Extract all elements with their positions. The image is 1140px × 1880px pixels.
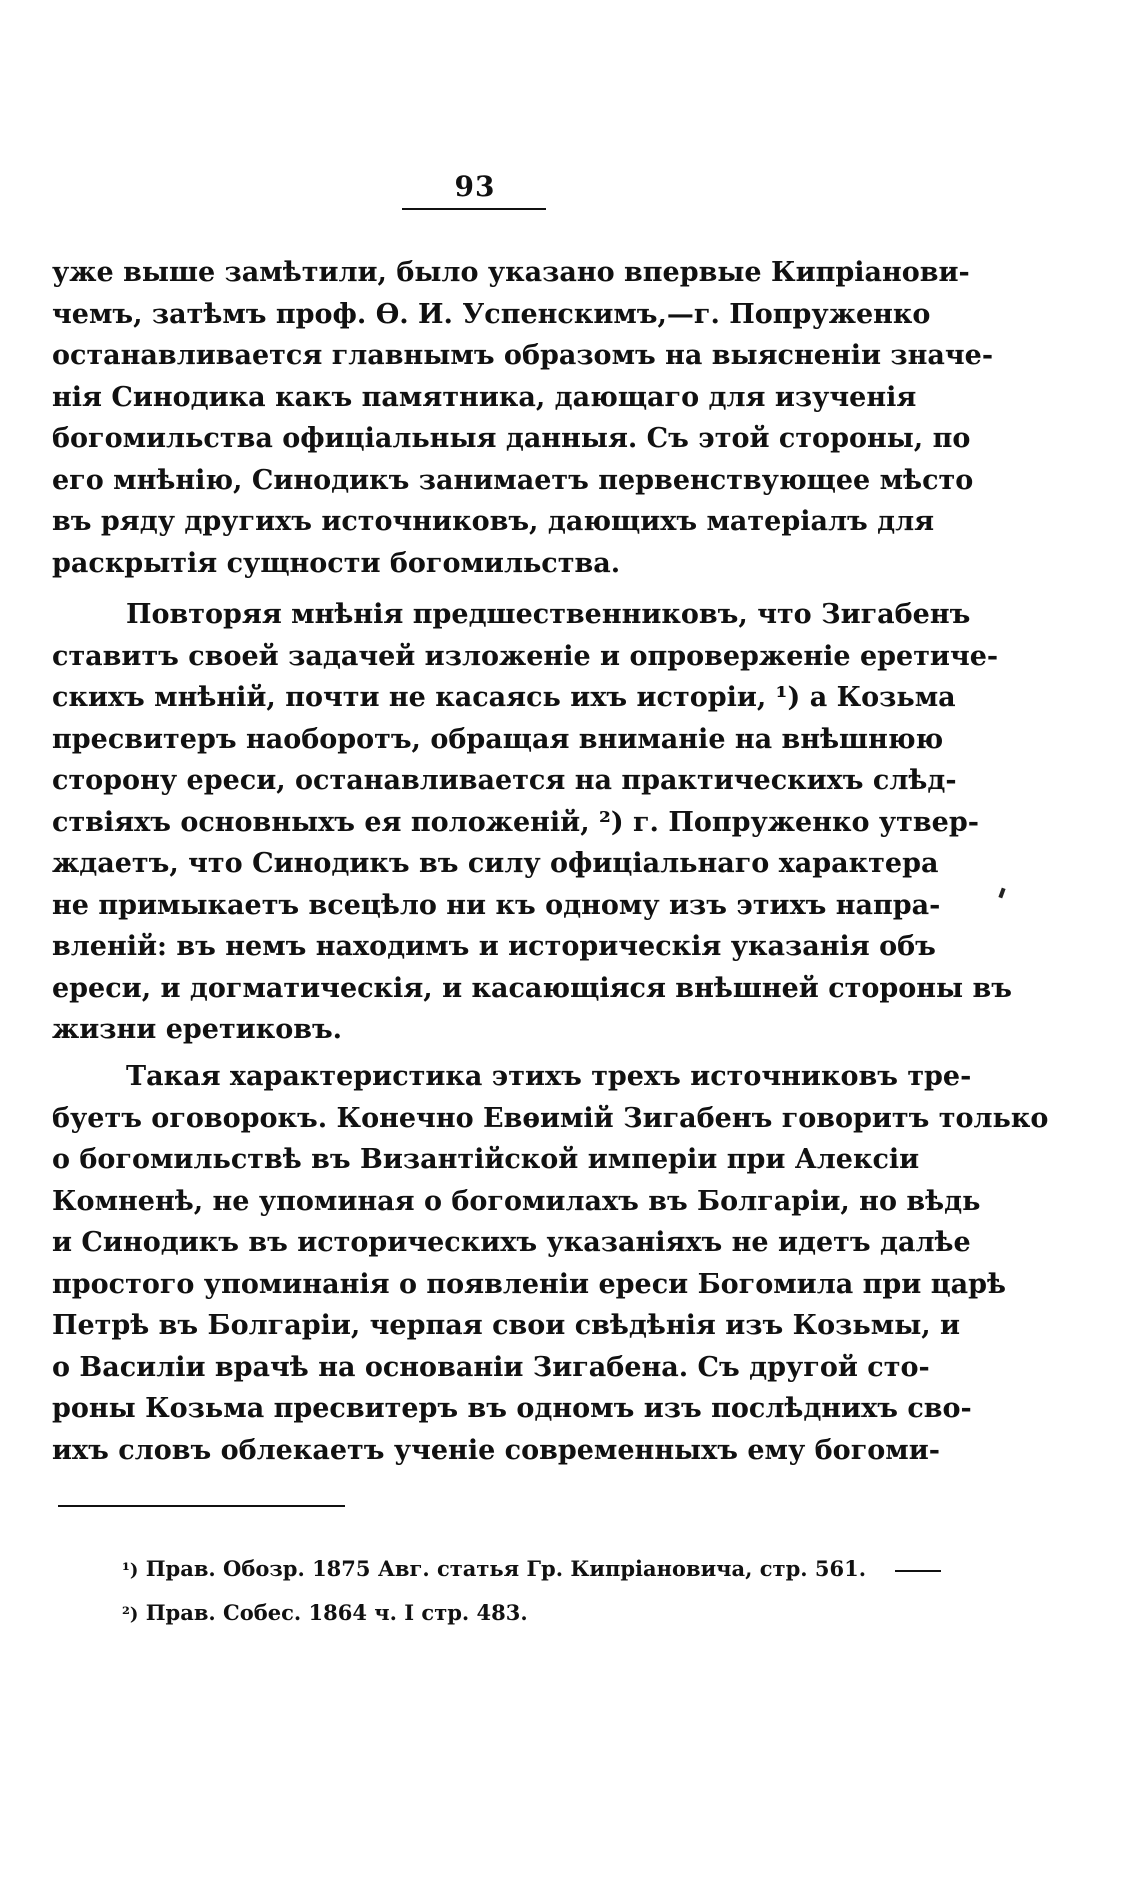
text-line: не примыкаетъ всецѣло ни къ одному изъ этихъ напра-	[52, 889, 941, 921]
text-line: Повторяя мнѣнія предшественниковъ, что Зигабенъ	[126, 599, 971, 630]
paragraph-2	[52, 594, 1012, 1051]
text-line: богомильства офиціальныя данныя. Съ этой стороны, по	[52, 423, 971, 454]
paragraph-3	[52, 1056, 1049, 1471]
text-line: и Синодикъ въ историческихъ указаніяхъ не идетъ далѣе	[52, 1227, 971, 1258]
text-line: ихъ словъ облекаетъ ученіе современныхъ ему богоми-	[52, 1434, 940, 1466]
text-line: скихъ мнѣній, почти не касаясь ихъ исторіи, ¹) а Козьма	[52, 682, 956, 713]
text-line: пресвитеръ наоборотъ, обращая вниманіе на внѣшнюю	[52, 723, 944, 755]
page-number-rule	[402, 208, 546, 210]
text-line: сторону ереси, останавливается на практическихъ слѣд-	[52, 765, 957, 796]
footnote-trail-rule	[895, 1570, 941, 1572]
text-line: буетъ оговорокъ. Конечно Евѳимій Зигабенъ говоритъ только	[52, 1102, 1049, 1134]
footnote-text: Прав. Обозр. 1875 Авг. статья Гр. Кипріановича, стр. 561.	[145, 1556, 867, 1581]
text-line: Такая характеристика этихъ трехъ источниковъ тре-	[126, 1061, 972, 1092]
footnotes	[122, 1547, 912, 1635]
text-line: Комненѣ, не упоминая о богомилахъ въ Болгаріи, но вѣдь	[52, 1185, 981, 1217]
text-line: ждаетъ, что Синодикъ въ силу офиціальнаго характера	[52, 848, 939, 879]
footnote-2	[122, 1591, 912, 1635]
text-line: нія Синодика какъ памятника, дающаго для изученія	[52, 381, 917, 413]
text-line: его мнѣнію, Синодикъ занимаетъ первенствующее мѣсто	[52, 464, 974, 496]
text-line: роны Козьма пресвитеръ въ одномъ изъ послѣднихъ сво-	[52, 1393, 972, 1424]
page-number: 93	[454, 170, 496, 203]
text-line: о богомильствѣ въ Византійской имперіи при Алексіи	[52, 1144, 920, 1175]
footnote-rule	[58, 1505, 345, 1507]
stray-ink-mark	[998, 888, 1005, 899]
footnote-mark: ²)	[122, 1604, 139, 1625]
text-line: останавливается главнымъ образомъ на выясненіи значе-	[52, 340, 994, 371]
footnote-1	[122, 1547, 912, 1591]
text-line: уже выше замѣтили, было указано впервые Кипріанови-	[52, 257, 970, 288]
footnote-mark: ¹)	[122, 1560, 139, 1581]
text-line: Петрѣ въ Болгаріи, черпая свои свѣдѣнія изъ Козьмы, и	[52, 1310, 961, 1341]
text-line: ствіяхъ основныхъ ея положеній, ²) г. Попруженко утвер-	[52, 806, 979, 838]
text-line: въ ряду другихъ источниковъ, дающихъ матеріалъ для	[52, 506, 935, 537]
text-line: раскрытія сущности богомильства.	[52, 547, 621, 579]
text-line: чемъ, затѣмъ проф. Ѳ. И. Успенскимъ,—г. Попруженко	[52, 298, 931, 330]
text-line: жизни еретиковъ.	[52, 1014, 343, 1045]
footnote-text: Прав. Собес. 1864 ч. I стр. 483.	[145, 1600, 528, 1625]
text-line: ереси, и догматическія, и касающіяся внѣшней стороны въ	[52, 972, 1012, 1004]
text-line: о Василіи врачѣ на основаніи Зигабена. Съ другой сто-	[52, 1351, 930, 1383]
text-line: вленій: въ немъ находимъ и историческія указанія объ	[52, 931, 936, 962]
text-line: ставитъ своей задачей изложеніе и опроверженіе еретиче-	[52, 640, 999, 672]
text-line: простого упоминанія о появленіи ереси Богомила при царѣ	[52, 1268, 1007, 1300]
paragraph-1	[52, 252, 994, 584]
